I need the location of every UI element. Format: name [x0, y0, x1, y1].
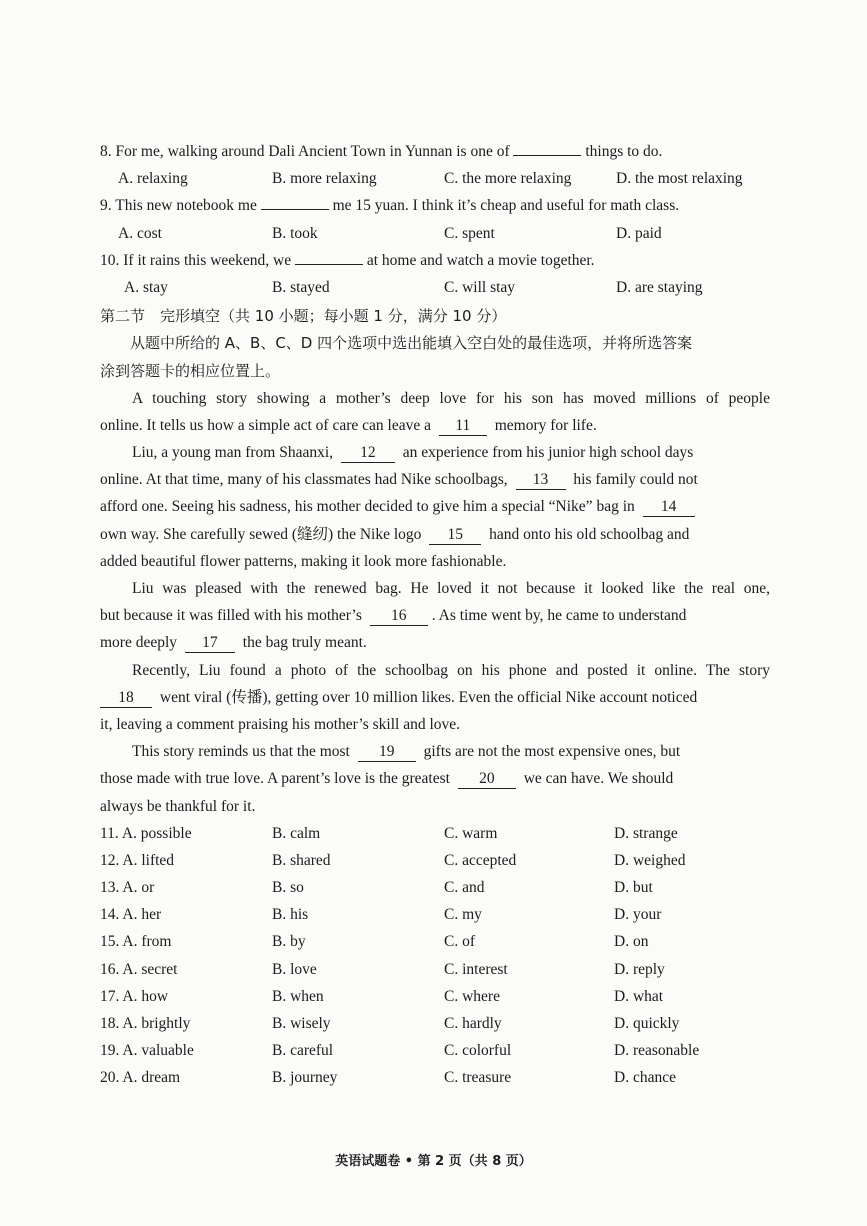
blank-17: 17 — [185, 634, 235, 653]
passage-p5-line2: those made with true love. A parent’s love is the greatest 20 we can have. We should — [100, 770, 674, 788]
section-instruction: 从题中所给的 A、B、C、D 四个选项中选出能填入空白处的最佳选项，并将所选答案 — [130, 334, 693, 353]
page-footer: 英语试题卷 • 第 2 页（共 8 页） — [335, 1154, 532, 1169]
answer-row-19: 19. A. valuable B. careful C. colorful D. reasonable — [100, 1042, 700, 1060]
option-b: B. stayed — [272, 278, 330, 296]
passage-p2-line3: afford one. Seeing his sadness, his mother decided to give him a special “Nike” bag in 14 — [100, 493, 770, 520]
section-heading: 第二节 完形填空（共 10 小题；每小题 1 分，满分 10 分） — [100, 307, 507, 326]
passage-p3-line1: Liu was pleased with the renewed bag. He loved it not because it looked like the real one, — [132, 580, 770, 597]
question-10-options — [100, 274, 770, 301]
passage-p2-line4: own way. She carefully sewed (缝纫) the Nike logo 15 hand onto his old schoolbag and — [100, 525, 690, 543]
passage-p3-line2: but because it was filled with his mother’s 16 . As time went by, he came to understand — [100, 607, 687, 625]
question-10: 10. If it rains this weekend, we at home and watch a movie together. — [100, 247, 770, 274]
passage-p4-line1: Recently, Liu found a photo of the schoolbag on his phone and posted it online. The story — [132, 661, 770, 679]
answer-row-11: 11. A. possible B. calm C. warm D. strange — [100, 824, 678, 842]
option-b: B. more relaxing — [272, 170, 377, 188]
answer-row-12: 12. A. lifted B. shared C. accepted D. weighed — [100, 851, 686, 869]
option-b: B. took — [272, 224, 318, 242]
passage-p3-line3: more deeply 17 the bag truly meant. — [100, 634, 367, 652]
option-c: C. spent — [444, 224, 495, 242]
option-d: D. the most relaxing — [616, 170, 743, 188]
answer-row-13: 13. A. or B. so C. and D. but — [100, 879, 653, 897]
passage-p2-line2: online. At that time, many of his classmates had Nike schoolbags, 13 his family could not — [100, 471, 698, 489]
option-a: A. stay — [124, 278, 168, 296]
passage-p4-line2: 18 went viral (传播), getting over 10 million likes. Even the official Nike account noticed — [100, 684, 770, 711]
option-c: C. will stay — [444, 278, 516, 296]
blank-15: 15 — [429, 526, 481, 545]
option-a: A. relaxing — [118, 170, 188, 188]
option-c: C. the more relaxing — [444, 170, 572, 188]
passage-p4-line3: it, leaving a comment praising his mother’s skill and love. — [100, 715, 461, 733]
option-d: D. are staying — [616, 278, 703, 296]
passage-p1-line1: A touching story showing a mother’s deep love for his son has moved millions of people — [132, 389, 770, 407]
blank-16: 16 — [370, 607, 428, 626]
answer-blank — [295, 248, 363, 265]
blank-19: 19 — [358, 743, 416, 762]
answer-row-16: 16. A. secret B. love C. interest D. reply — [100, 960, 665, 978]
answer-blank — [513, 139, 581, 156]
question-9: 9. This new notebook me me 15 yuan. I think it’s cheap and useful for math class. — [100, 192, 770, 219]
blank-14: 14 — [643, 498, 695, 517]
answer-row-17: 17. A. how B. when C. where D. what — [100, 987, 664, 1005]
question-9-options — [100, 220, 770, 247]
question-8: 8. For me, walking around Dali Ancient Town in Yunnan is one of things to do. — [100, 138, 770, 165]
passage-p2-line5: added beautiful flower patterns, making it look more fashionable. — [100, 552, 507, 570]
option-d: D. paid — [616, 224, 662, 242]
page-content — [100, 138, 770, 1092]
blank-12: 12 — [341, 444, 395, 463]
passage-p5-line1: This story reminds us that the most 19 gifts are not the most expensive ones, but — [132, 743, 681, 761]
answer-row-14: 14. A. her B. his C. my D. your — [100, 906, 662, 924]
blank-20: 20 — [458, 770, 516, 789]
answer-options-list — [100, 820, 770, 1092]
answer-row-15: 15. A. from B. by C. of D. on — [100, 933, 649, 951]
passage-p1-line2: online. It tells us how a simple act of care can leave a 11 memory for life. — [100, 416, 597, 434]
passage-p5-line3: always be thankful for it. — [100, 797, 256, 815]
question-8-options — [100, 165, 770, 192]
blank-13: 13 — [516, 471, 566, 490]
answer-row-20: 20. A. dream B. journey C. treasure D. chance — [100, 1069, 676, 1087]
passage-p2-line1: Liu, a young man from Shaanxi, 12 an experience from his junior high school days — [132, 444, 694, 462]
answer-blank — [261, 193, 329, 210]
blank-11: 11 — [439, 417, 487, 436]
answer-row-18: 18. A. brightly B. wisely C. hardly D. quickly — [100, 1015, 680, 1032]
section-instruction-cont: 涂到答题卡的相应位置上。 — [100, 361, 281, 380]
option-a: A. cost — [118, 224, 162, 242]
blank-18: 18 — [100, 689, 152, 708]
